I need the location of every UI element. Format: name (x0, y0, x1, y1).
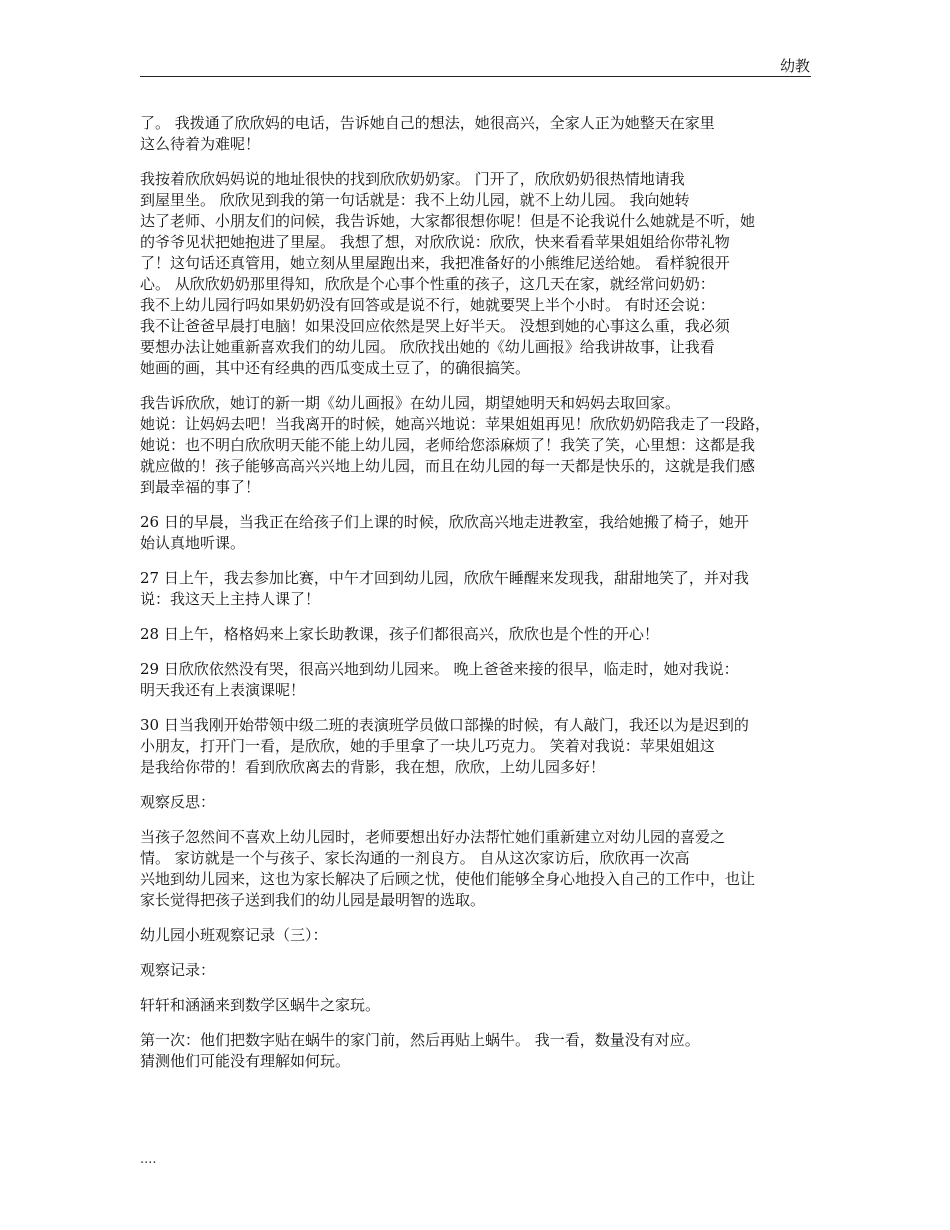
text-line: 猜测他们可能没有理解如何玩。 (140, 1052, 351, 1070)
text-line: 家长觉得把孩子送到我们的幼儿园是最明智的选取。 (140, 891, 486, 909)
text-line: 观察记录： (140, 961, 216, 979)
paragraph-gap (140, 981, 811, 995)
text-line: 始认真地听课。 (140, 534, 246, 552)
text-line: 到屋里坐。 欣欣见到我的第一句话就是：我不上幼儿园，就不上幼儿园。 我向她转 (140, 191, 690, 209)
paragraph-gap (140, 813, 811, 827)
text-line: 心。 从欣欣奶奶那里得知，欣欣是个心事个性重的孩子，这几天在家，就经常问奶奶： (140, 275, 715, 293)
text-line: 第一次：他们把数字贴在蜗牛的家门前，然后再贴上蜗牛。 我一看，数量没有对应。 (140, 1031, 700, 1049)
text-line: 了。 我拨通了欣欣妈的电话，告诉她自己的想法，她很高兴，全家人正为她整天在家里 (140, 114, 715, 132)
text-line: 28 日上午，格格妈来上家长助教课，孩子们都很高兴，欣欣也是个性的开心！ (140, 625, 659, 643)
text-line: 情。 家访就是一个与孩子、家长沟通的一剂良方。 自从这次家访后，欣欣再一次高 (140, 849, 690, 867)
text-line: 明天我还有上表演课呢！ (140, 681, 306, 699)
text-line: 我告诉欣欣，她订的新一期《幼儿画报》在幼儿园，期望她明天和妈妈去取回家。 (140, 394, 681, 412)
paragraph-gap (140, 701, 811, 715)
text-line: 她说：让妈妈去吧！当我离开的时候，她高兴地说：苹果姐姐再见！欣欣奶奶陪我走了一段路， (140, 415, 771, 433)
paragraph-gap (140, 1016, 811, 1030)
text-line: 观察反思： (140, 793, 216, 811)
text-line: 轩轩和涵涵来到数学区蜗牛之家玩。 (140, 996, 381, 1014)
header-label: 幼教 (779, 57, 810, 75)
paragraph-gap (140, 610, 811, 624)
text-line: 到最幸福的事了！ (140, 478, 261, 496)
text-line: 我不上幼儿园行吗如果奶奶没有回答或是说不行，她就要哭上半个小时。 有时还会说： (140, 296, 715, 314)
text-line: 27 日上午，我去参加比赛，中午才回到幼儿园，欣欣午睡醒来发现我，甜甜地笑了，并对我 (140, 569, 749, 587)
text-line: 达了老师、小朋友们的问候，我告诉她，大家都很想你呢！但是不论我说什么她就是不听，她 (140, 212, 756, 230)
paragraph-gap (140, 554, 811, 568)
paragraph-gap (140, 645, 811, 659)
text-line: 当孩子忽然间不喜欢上幼儿园时，老师要想出好办法帮忙她们重新建立对幼儿园的喜爱之 (140, 828, 726, 846)
text-line: 幼儿园小班观察记录（三）： (140, 926, 328, 944)
text-line: 说：我这天上主持人课了！ (140, 590, 321, 608)
text-line: 30 日当我刚开始带领中级二班的表演班学员做口部操的时候，有人敲门，我还以为是迟到的 (140, 716, 749, 734)
text-line: 小朋友，打开门一看，是欣欣，她的手里拿了一块儿巧克力。 笑着对我说：苹果姐姐这 (140, 737, 715, 755)
document-body (140, 113, 811, 1072)
paragraph-gap (140, 946, 811, 960)
text-line: 她画的画，其中还有经典的西瓜变成土豆了，的确很搞笑。 (140, 359, 531, 377)
text-line: 我按着欣欣妈妈说的地址很快的找到欣欣奶奶家。 门开了，欣欣奶奶很热情地请我 (140, 170, 685, 188)
text-line: 是我给你带的！看到欣欣离去的背影，我在想，欣欣，上幼儿园多好！ (140, 758, 606, 776)
text-line: 了！这句话还真管用，她立刻从里屋跑出来，我把准备好的小熊维尼送给她。 看样貌很开 (140, 254, 730, 272)
paragraph-gap (140, 498, 811, 512)
paragraph-gap (140, 155, 811, 169)
text-line: 兴地到幼儿园来，这也为家长解决了后顾之忧，使他们能够全身心地投入自己的工作中，也让 (140, 870, 756, 888)
paragraph-gap (140, 379, 811, 393)
footer-ellipsis: .... (140, 1152, 157, 1167)
text-line: 就应做的！孩子能够高高兴兴地上幼儿园，而且在幼儿园的每一天都是快乐的，这就是我们感 (140, 457, 756, 475)
text-line: 29 日欣欣依然没有哭，很高兴地到幼儿园来。 晚上爸爸来接的很早，临走时，她对我说： (140, 660, 739, 678)
text-line: 这么待着为难呢！ (140, 135, 261, 153)
text-line: 她说：也不明白欣欣明天能不能上幼儿园，老师给您添麻烦了！我笑了笑，心里想：这都是我 (140, 436, 756, 454)
paragraph-gap (140, 911, 811, 925)
text-line: 的爷爷见状把她抱进了里屋。 我想了想，对欣欣说：欣欣，快来看看苹果姐姐给你带礼物 (140, 233, 730, 251)
text-line: 要想办法让她重新喜欢我们的幼儿园。 欣欣找出她的《幼儿画报》给我讲故事，让我看 (140, 338, 715, 356)
text-line: 26 日的早晨，当我正在给孩子们上课的时候，欣欣高兴地走进教室，我给她搬了椅子，她开 (140, 513, 749, 531)
text-line: 我不让爸爸早晨打电脑！如果没回应依然是哭上好半天。 没想到她的心事这么重，我必须 (140, 317, 730, 335)
header-divider (140, 76, 811, 77)
paragraph-gap (140, 778, 811, 792)
